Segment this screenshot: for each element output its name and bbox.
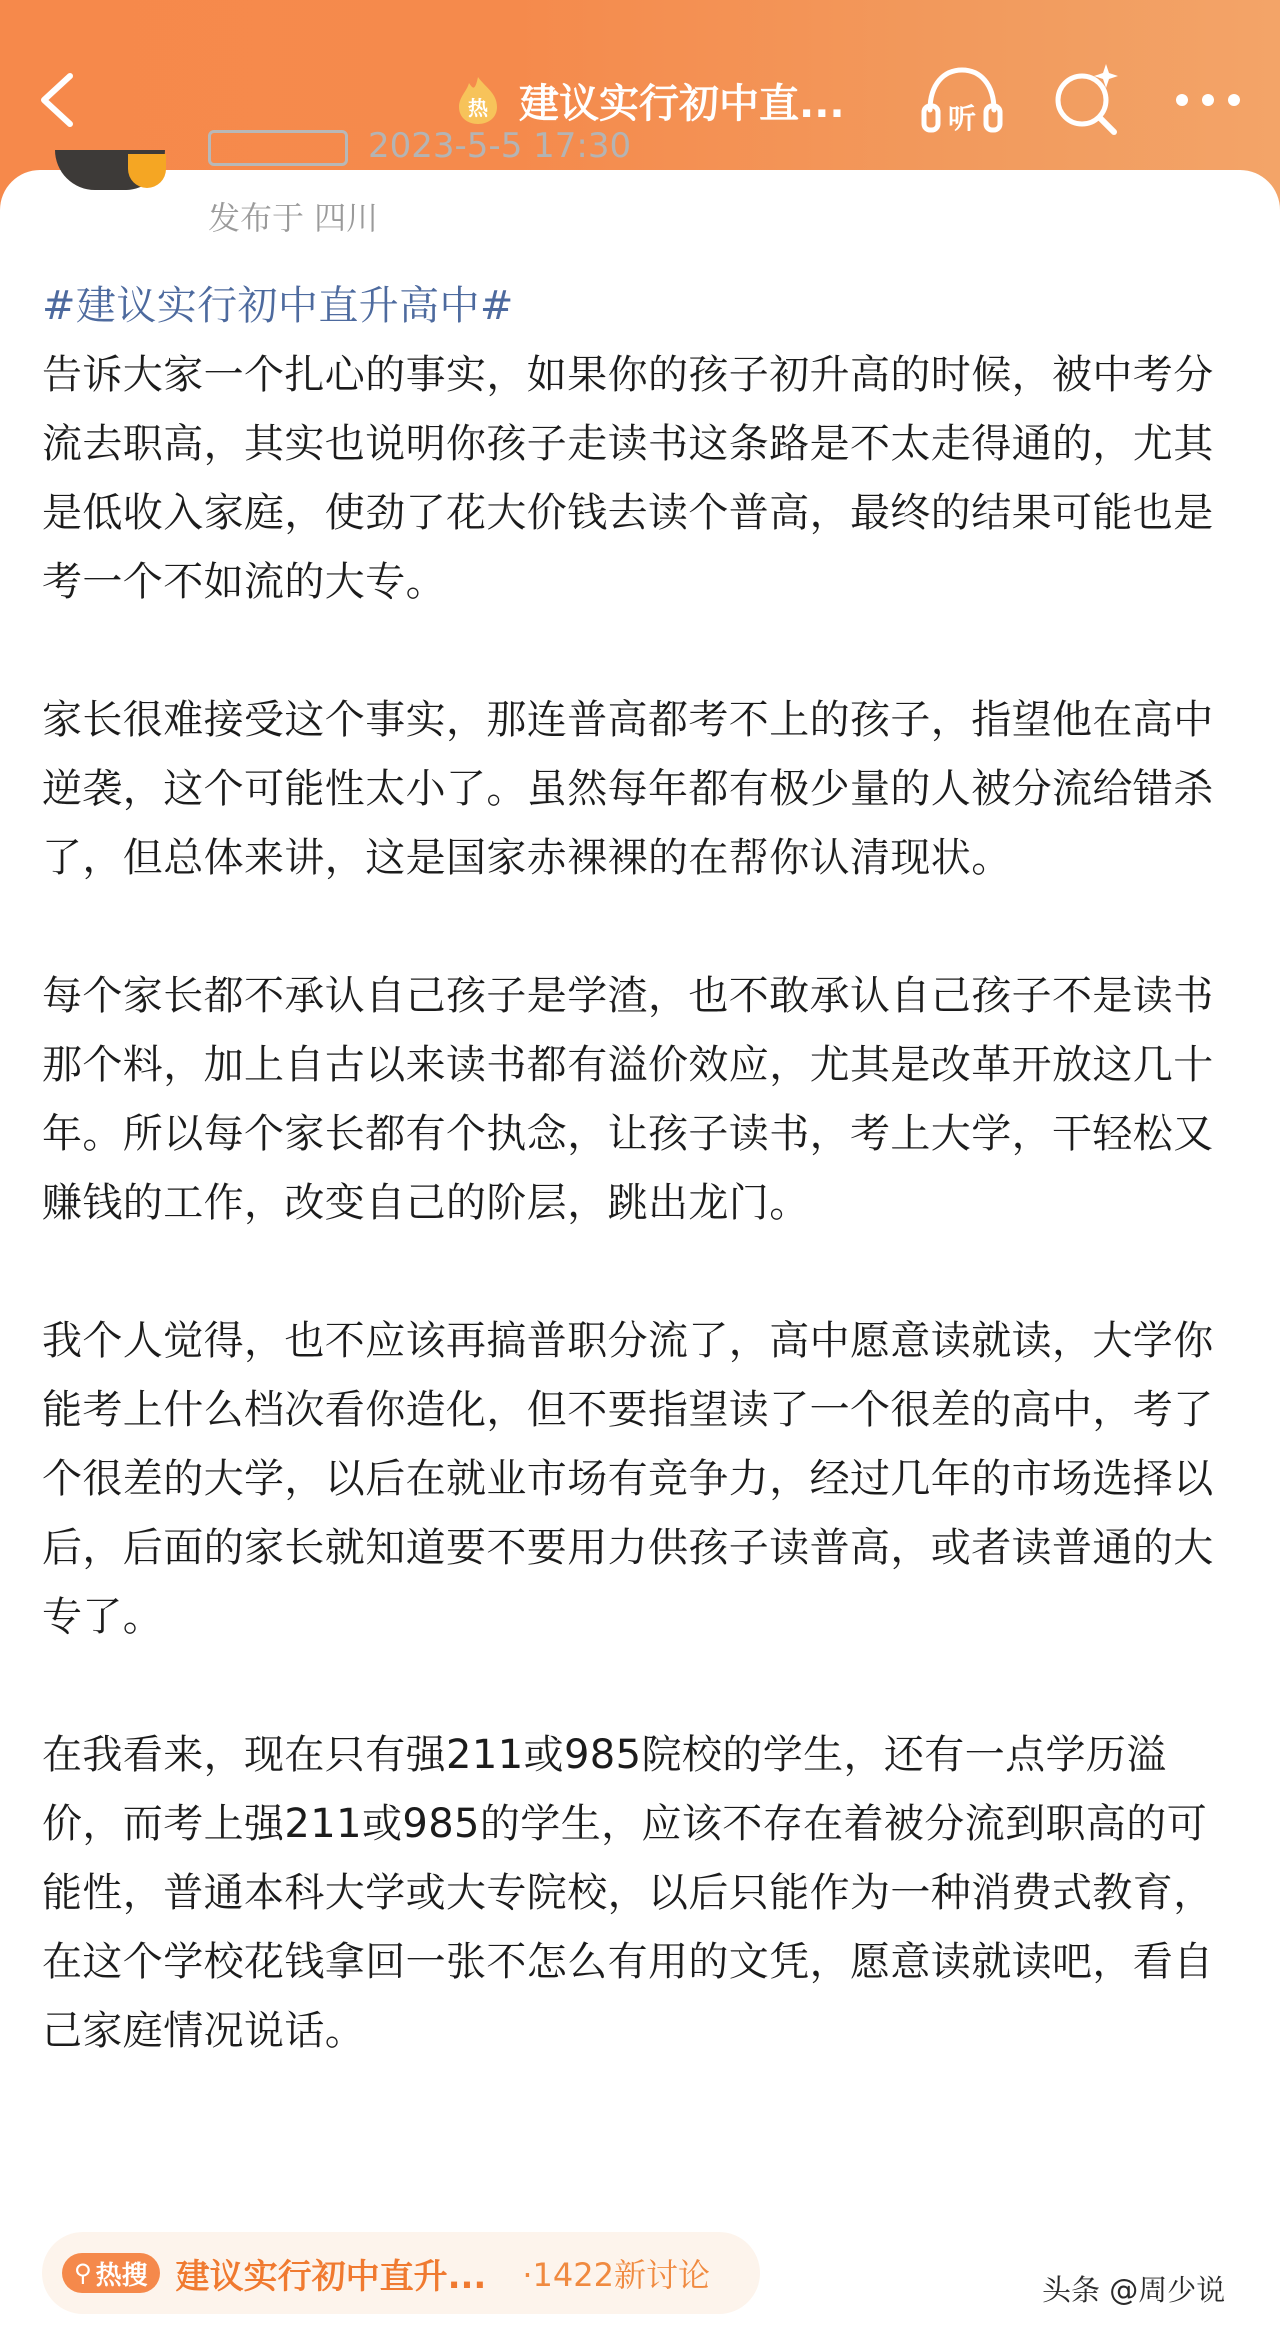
post-paragraph: 每个家长都不承认自己孩子是学渣，也不敢承认自己孩子不是读书那个料，加上自古以来读书都有溢价效应，尤其是改革开放这几十年。所以每个家长都有个执念，让孩子读书，考上大学，干轻松又赚钱的工作，改变自己的阶层，跳出龙门。 [42, 973, 1214, 1226]
post-card [0, 126, 1280, 2338]
post-meta-clipped [208, 126, 632, 172]
hot-search-chip[interactable] [42, 2232, 760, 2314]
search-icon: ⚲ [74, 2259, 92, 2287]
header-title-group[interactable] [455, 68, 845, 132]
hot-search-count: ·1422新讨论 [522, 2256, 710, 2294]
hashtag-link[interactable]: #建议实行初中直升高中# [42, 283, 514, 329]
hot-search-badge-label: 热搜 [95, 2260, 148, 2291]
more-icon[interactable] [1168, 70, 1248, 130]
back-icon[interactable] [28, 68, 92, 132]
post-time: 2023-5-5 17:30 [368, 126, 632, 166]
verified-badge-icon [128, 154, 166, 188]
hot-flame-icon [455, 75, 501, 125]
post-paragraph: 我个人觉得，也不应该再搞普职分流了，高中愿意读就读，大学你能考上什么档次看你造化，但不要指望读了一个很差的高中，考了个很差的大学，以后在就业市场有竞争力，经过几年的市场选择以后，后面的家长就知道要不要用力供孩子读普高，或者读普通的大专了。 [42, 1318, 1214, 1640]
listen-icon[interactable] [920, 62, 1004, 138]
page-title: 建议实行初中直... [519, 80, 845, 127]
post-paragraph: 告诉大家一个扎心的事实，如果你的孩子初升高的时候，被中考分流去职高，其实也说明你孩子走读书这条路是不太走得通的，尤其是低收入家庭，使劲了花大价钱去读个普高，最终的结果可能也是考一个不如流的大专。 [42, 352, 1214, 605]
post-location: 发布于 四川 [208, 199, 379, 237]
hot-badge-text: 热 [468, 96, 488, 120]
hot-search-title: 建议实行初中直升... [175, 2256, 487, 2297]
hot-search-badge [62, 2253, 160, 2293]
source-watermark: 头条 @周少说 [1042, 2273, 1226, 2307]
svg-text:听: 听 [947, 102, 977, 135]
nav-bar [0, 48, 1280, 153]
post-paragraph: 家长很难接受这个事实，那连普高都考不上的孩子，指望他在高中逆袭，这个可能性太小了。虽然每年都有极少量的人被分流给错杀了，但总体来讲，这是国家赤裸裸的在帮你认清现状。 [42, 697, 1214, 881]
sparkle-search-icon[interactable] [1050, 60, 1122, 136]
post-content [42, 272, 1242, 2066]
author-tag [208, 130, 348, 166]
post-paragraph: 在我看来，现在只有强211或985院校的学生，还有一点学历溢价，而考上强211或985的学生，应该不存在着被分流到职高的可能性，普通本科大学或大专院校，以后只能作为一种消费式教育，在这个学校花钱拿回一张不怎么有用的文凭，愿意读就读吧，看自己家庭情况说话。 [42, 1732, 1214, 2054]
